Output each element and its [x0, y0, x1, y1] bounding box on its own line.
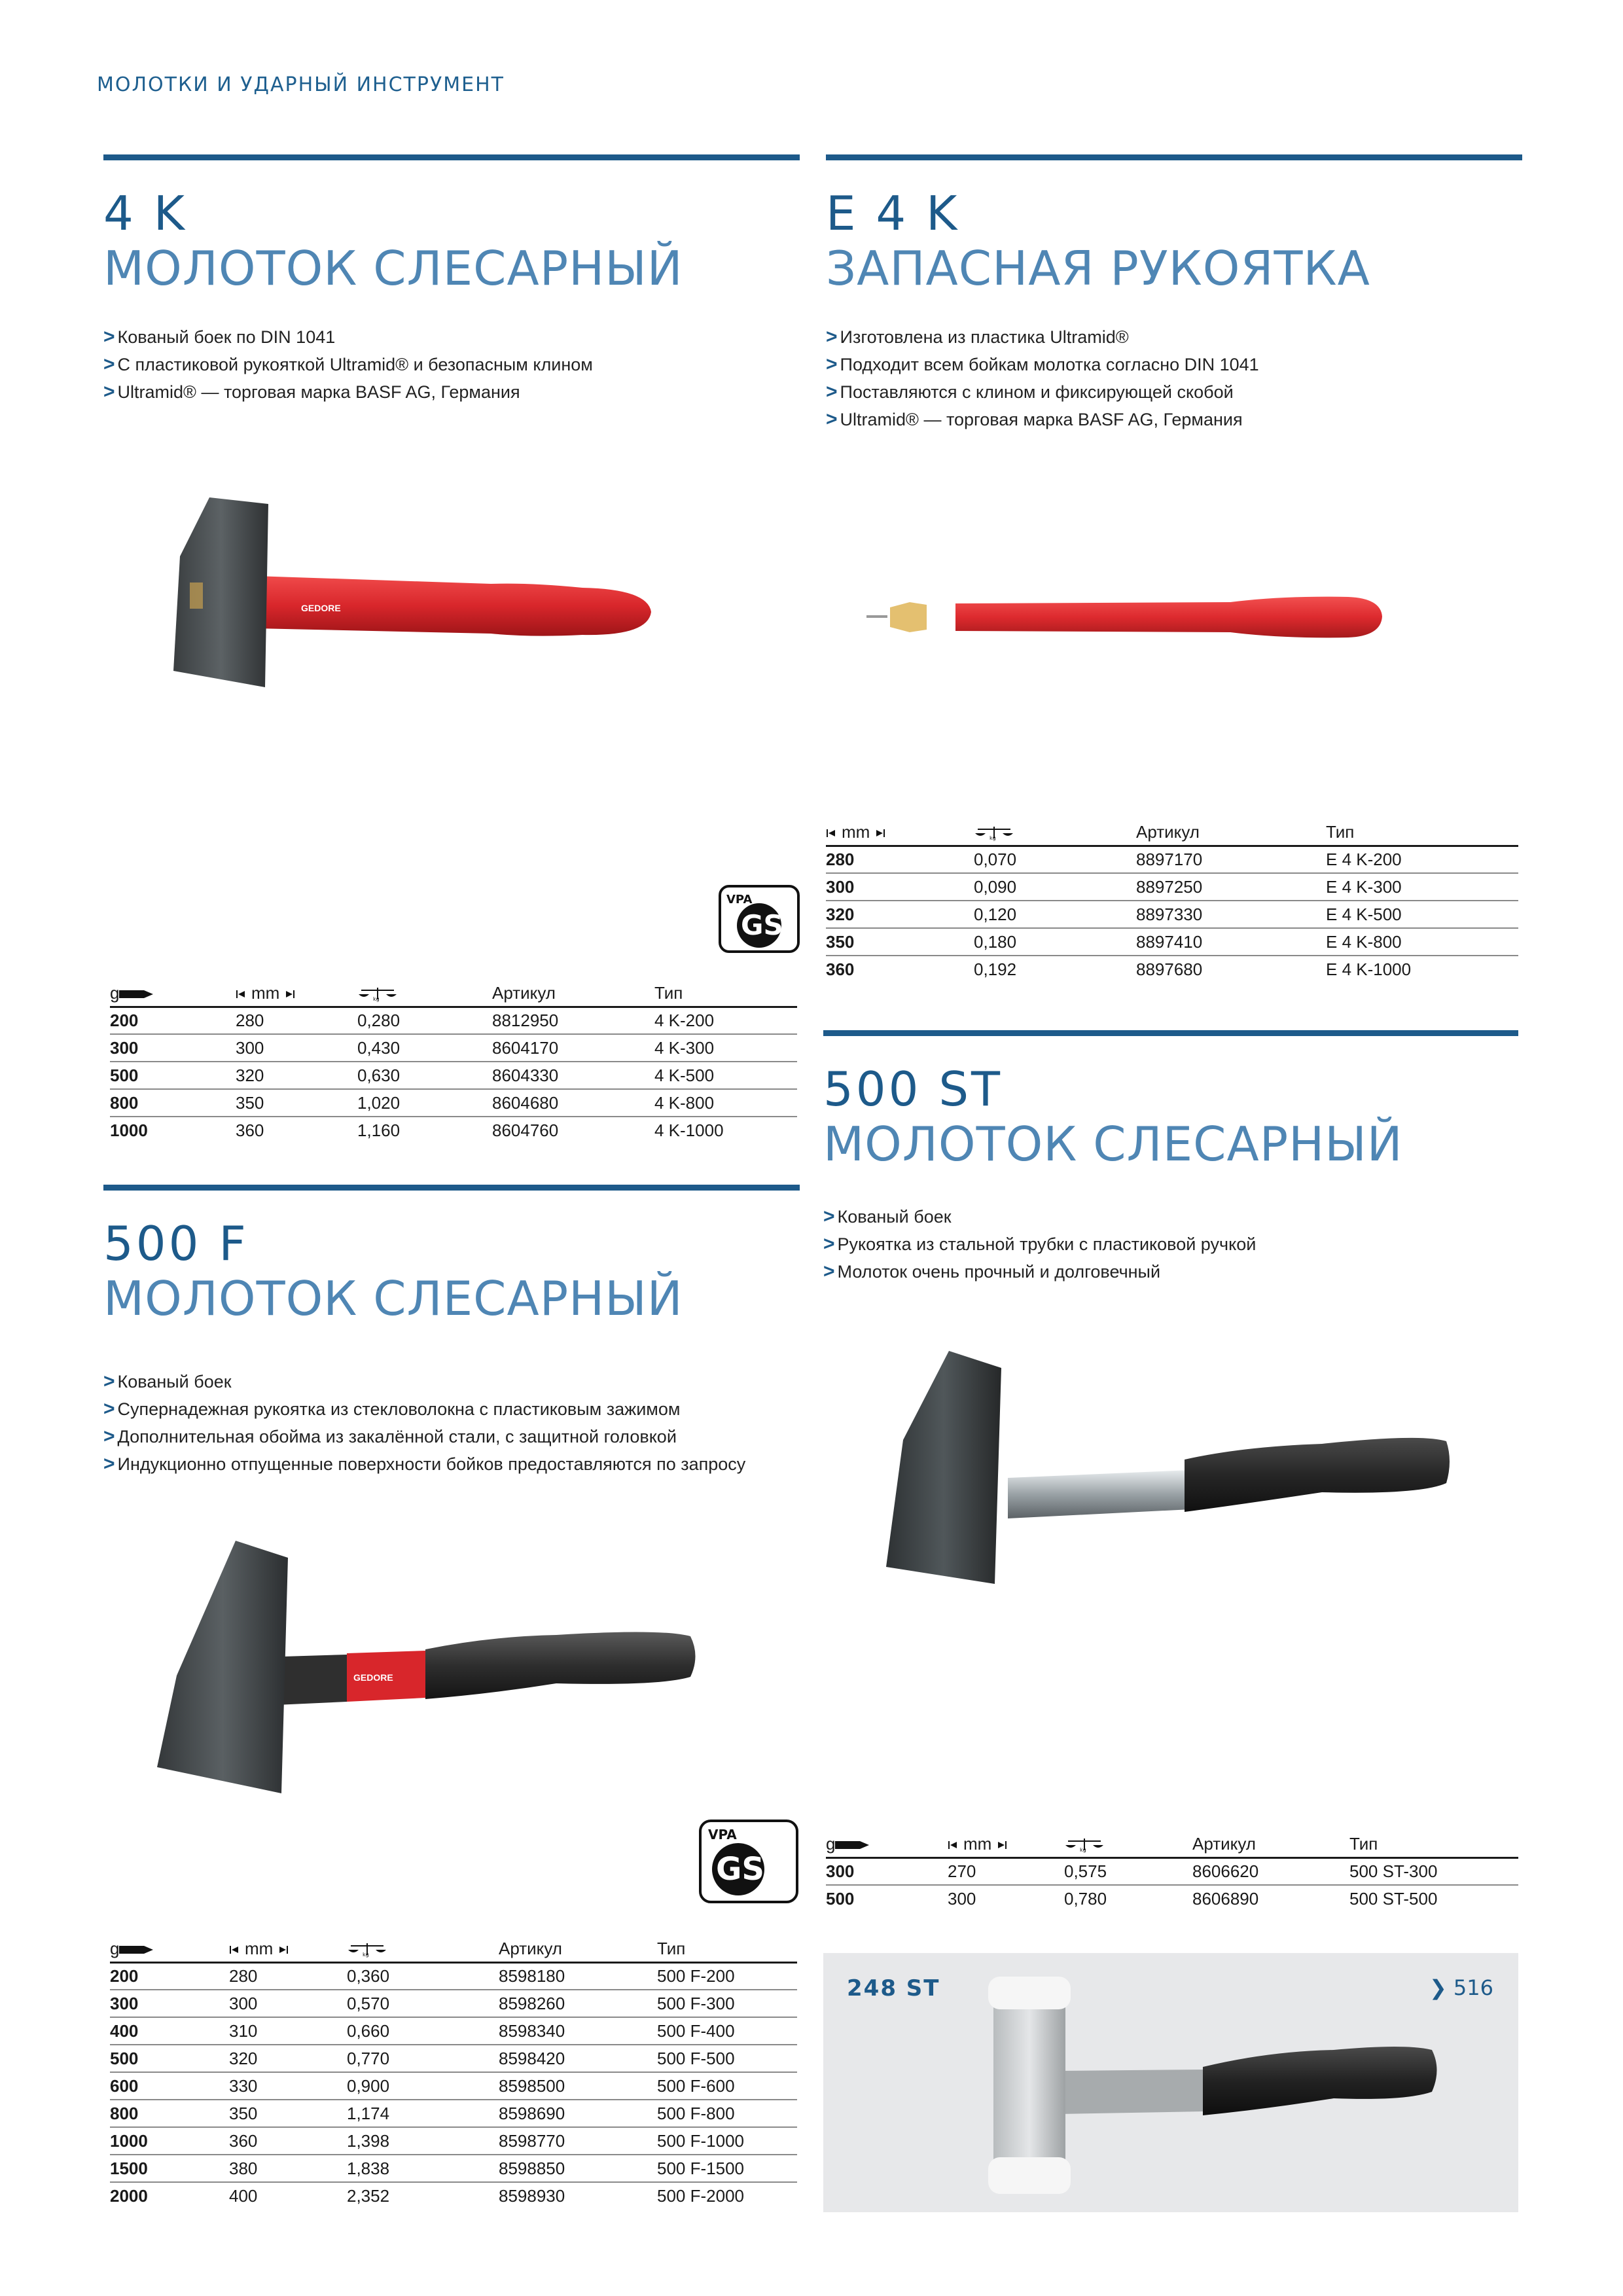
feature-item: > С пластиковой рукояткой Ultramid® и безопасным клином	[103, 353, 593, 375]
svg-text:GS: GS	[716, 1851, 764, 1888]
length-arrow-icon	[870, 828, 885, 838]
table-row: 500 320 0,630 8604330 4 K-500	[110, 1062, 797, 1089]
product-code: E 4 K	[826, 186, 960, 241]
scale-icon	[1064, 1837, 1105, 1853]
product-code: 4 K	[103, 186, 187, 241]
svg-text:kg: kg	[373, 996, 380, 1002]
soft-face-hammer-image	[954, 1973, 1478, 2202]
table-header-row	[110, 1937, 797, 1962]
table-row: 300 300 0,430 8604170 4 K-300	[110, 1034, 797, 1062]
product-code: 500 F	[103, 1216, 249, 1271]
col-type: Тип	[657, 1937, 797, 1962]
col-weight: g	[826, 1833, 948, 1857]
product-name: МОЛОТОК СЛЕСАРНЫЙ	[103, 1271, 683, 1326]
feature-item: > Кованый боек	[103, 1371, 232, 1392]
svg-text:GEDORE: GEDORE	[353, 1672, 393, 1683]
table-row: 1500 380 1,838 8598850 500 F-1500	[110, 2155, 797, 2182]
spec-table-4k	[110, 982, 797, 1144]
table-row: 500 300 0,780 8606890 500 ST-500	[826, 1889, 1438, 1909]
svg-text:VPA: VPA	[726, 893, 753, 906]
bullet-arrow-icon: >	[826, 353, 838, 375]
length-arrow-icon	[826, 828, 842, 838]
section-e4k	[826, 154, 1522, 429]
feature-item: > Ultramid® — торговая марка BASF AG, Германия	[103, 381, 520, 403]
table-row: 800 350 1,020 8604680 4 K-800	[110, 1089, 797, 1117]
feature-item: > Супернадежная рукоятка из стекловолокна с пластиковым зажимом	[103, 1398, 681, 1420]
spec-table-500st	[826, 1833, 1518, 1912]
product-code: 500 ST	[823, 1062, 1003, 1117]
table-row: 360 0,192 8897680 E 4 K-1000	[826, 960, 1412, 979]
bullet-arrow-icon: >	[103, 381, 115, 403]
table-header-row	[110, 982, 797, 1007]
feature-item: > Поставляются с клином и фиксирующей скобой	[826, 381, 1234, 403]
gs-badge-500f	[699, 1820, 798, 1903]
hammer-head-icon	[835, 1839, 869, 1852]
scale-icon	[347, 1942, 387, 1958]
table-row: 350 0,180 8897410 E 4 K-800	[826, 928, 1518, 956]
svg-text:GEDORE: GEDORE	[301, 603, 341, 613]
col-mass	[974, 821, 1136, 846]
col-article: Артикул	[1136, 821, 1326, 846]
col-length: mm	[826, 821, 974, 846]
section-500f	[103, 1185, 800, 1499]
product-name: МОЛОТОК СЛЕСАРНЫЙ	[103, 241, 683, 296]
section-500st	[823, 1030, 1518, 1305]
promo-code: 248 ST	[847, 1975, 940, 2001]
feature-item: > Кованый боек	[823, 1206, 952, 1227]
length-arrow-icon	[948, 1840, 963, 1850]
scale-icon	[357, 986, 398, 1002]
table-row: 320 0,120 8897330 E 4 K-500	[826, 901, 1518, 928]
col-length: mm	[948, 1833, 1064, 1857]
hammer-head-icon	[119, 1943, 153, 1956]
feature-item: > Ultramid® — торговая марка BASF AG, Германия	[826, 408, 1243, 430]
col-length: mm	[229, 1937, 347, 1962]
scale-icon	[974, 825, 1014, 841]
col-mass	[347, 1937, 499, 1962]
table-row: 800 350 1,174 8598690 500 F-800	[110, 2100, 797, 2127]
feature-item: > Подходит всем бойкам молотка согласно DIN 1041	[826, 353, 1259, 375]
bullet-arrow-icon: >	[103, 1426, 115, 1447]
col-article: Артикул	[499, 1937, 657, 1962]
gs-badge-4k	[719, 885, 800, 953]
length-arrow-icon	[229, 1945, 245, 1955]
bullet-arrow-icon: >	[823, 1261, 835, 1282]
col-article: Артикул	[492, 982, 654, 1007]
product-name: МОЛОТОК СЛЕСАРНЫЙ	[823, 1117, 1403, 1172]
section-rule	[103, 1185, 800, 1191]
table-row: 500 320 0,770 8598420 500 F-500	[110, 2045, 797, 2072]
col-mass	[1064, 1833, 1192, 1857]
feature-list	[826, 323, 1259, 433]
length-arrow-icon	[991, 1840, 1007, 1850]
hammer-head-icon	[119, 988, 153, 1001]
hammer-500f-image	[151, 1538, 700, 1800]
col-mass	[357, 982, 492, 1007]
hammer-4k-image	[164, 491, 661, 687]
col-type: Тип	[654, 982, 797, 1007]
table-row: 600 330 0,900 8598500 500 F-600	[110, 2072, 797, 2100]
table-row: 300 300 0,570 8598260 500 F-300	[110, 1990, 797, 2017]
spec-table-e4k	[826, 821, 1518, 983]
feature-item: > Дополнительная обойма из закалённой стали, с защитной головкой	[103, 1426, 677, 1447]
col-weight: g	[110, 982, 236, 1007]
spare-handle-image	[864, 576, 1387, 655]
feature-list	[823, 1203, 1256, 1285]
bullet-arrow-icon: >	[826, 408, 838, 430]
table-header-row	[826, 1833, 1518, 1857]
bullet-arrow-icon: >	[826, 381, 838, 403]
section-rule	[103, 154, 800, 160]
feature-item: > Кованый боек по DIN 1041	[103, 326, 336, 348]
table-row: 200 280 0,280 8812950 4 K-200	[110, 1007, 797, 1034]
table-row: 1000 360 1,160 8604760 4 K-1000	[110, 1121, 724, 1140]
feature-list	[103, 1368, 745, 1478]
length-arrow-icon	[236, 989, 251, 999]
section-rule	[826, 154, 1522, 160]
feature-item: > Индукционно отпущенные поверхности бойков предоставляются по запросу	[103, 1453, 746, 1475]
bullet-arrow-icon: >	[103, 1371, 115, 1392]
svg-text:VPA: VPA	[708, 1827, 737, 1842]
svg-text:kg: kg	[363, 1951, 369, 1958]
product-name: ЗАПАСНАЯ РУКОЯТКА	[826, 241, 1370, 296]
promo-248st[interactable]	[823, 1953, 1518, 2212]
feature-item: > Изготовлена из пластика Ultramid®	[826, 326, 1129, 348]
bullet-arrow-icon: >	[823, 1206, 835, 1227]
table-row: 1000 360 1,398 8598770 500 F-1000	[110, 2127, 797, 2155]
bullet-arrow-icon: >	[103, 1398, 115, 1420]
section-rule	[823, 1030, 1518, 1036]
table-row: 200 280 0,360 8598180 500 F-200	[110, 1962, 797, 1990]
col-article: Артикул	[1192, 1833, 1349, 1857]
feature-item: > Молоток очень прочный и долговечный	[823, 1261, 1161, 1282]
spec-table-500f	[110, 1937, 797, 2210]
feature-list	[103, 323, 593, 406]
hammer-500st-image	[877, 1348, 1453, 1623]
bullet-arrow-icon: >	[103, 326, 115, 348]
page-reference-link[interactable]: ❯ 516	[1429, 1975, 1493, 2000]
feature-item: > Рукоятка из стальной трубки с пластиковой ручкой	[823, 1233, 1257, 1255]
length-arrow-icon	[279, 989, 295, 999]
col-weight: g	[110, 1937, 229, 1962]
table-row: 300 270 0,575 8606620 500 ST-300	[826, 1857, 1518, 1885]
col-type: Тип	[1326, 821, 1518, 846]
svg-text:kg: kg	[1080, 1846, 1086, 1853]
svg-text:GS: GS	[741, 909, 783, 941]
table-header-row	[826, 821, 1518, 846]
bullet-arrow-icon: >	[103, 353, 115, 375]
bullet-arrow-icon: >	[823, 1233, 835, 1255]
svg-text:kg: kg	[990, 834, 996, 841]
table-row: 2000 400 2,352 8598930 500 F-2000	[110, 2186, 744, 2206]
col-length: mm	[236, 982, 357, 1007]
bullet-arrow-icon: >	[826, 326, 838, 348]
table-row: 280 0,070 8897170 E 4 K-200	[826, 846, 1518, 873]
bullet-arrow-icon: >	[103, 1453, 115, 1475]
col-type: Тип	[1349, 1833, 1518, 1857]
table-row: 400 310 0,660 8598340 500 F-400	[110, 2017, 797, 2045]
page-header: МОЛОТКИ И УДАРНЫЙ ИНСТРУМЕНТ	[97, 73, 505, 96]
table-row: 300 0,090 8897250 E 4 K-300	[826, 873, 1518, 901]
chevron-right-icon: ❯	[1429, 1975, 1447, 2000]
length-arrow-icon	[273, 1945, 289, 1955]
